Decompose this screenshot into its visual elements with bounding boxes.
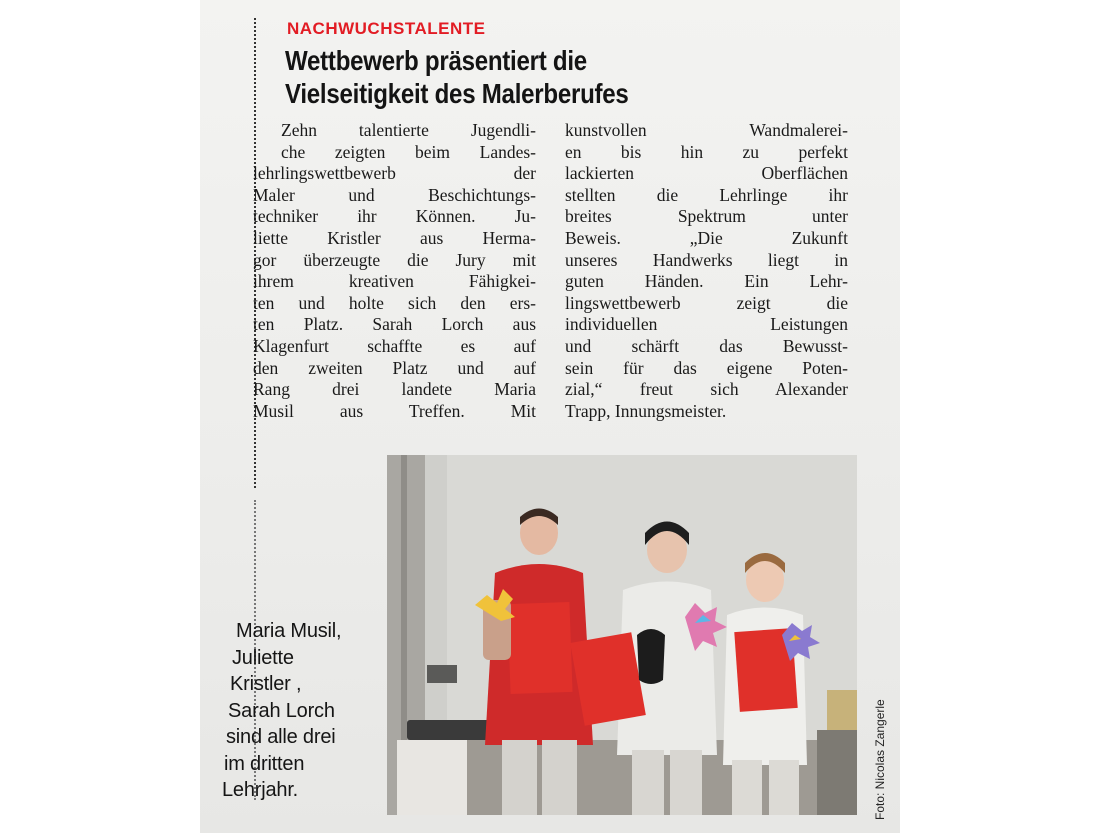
body-line: techniker ihr Können. Ju-: [253, 206, 536, 227]
body-line: che zeigten beim Landes-: [281, 141, 536, 162]
body-line: liette Kristler aus Herma-: [253, 227, 536, 248]
body-line: gor überzeugte die Jury mit: [253, 249, 536, 270]
headline-line: Vielseitigkeit des Malerberufes: [285, 78, 629, 109]
body-line: Zehn talentierte Jugendli-: [281, 120, 536, 140]
body-line: lingswettbewerb zeigt die: [565, 292, 848, 313]
body-line: zial,“ freut sich Alexander: [565, 379, 848, 400]
body-line: Maler und Beschichtungs-: [253, 184, 536, 205]
headline: [285, 44, 767, 110]
caption-line: Maria Musil,: [236, 620, 342, 642]
caption-line: Kristler ,: [230, 673, 302, 695]
body-line: lackierten Oberflächen: [565, 163, 848, 184]
body-line: ten Platz. Sarah Lorch aus: [253, 314, 536, 335]
body-line: den zweiten Platz und auf: [253, 357, 536, 378]
body-line: Rang drei landete Maria: [253, 379, 536, 400]
caption-line: Juliette: [232, 646, 294, 669]
body-line: individuellen Leistungen: [565, 314, 848, 335]
body-line: kunstvollen Wandmalerei-: [565, 120, 848, 140]
body-line: unseres Handwerks liegt in: [565, 249, 848, 270]
photo-caption: [222, 618, 382, 804]
body-line: Klagenfurt schaffte es auf: [253, 335, 536, 356]
body-line: lehrlingswettbewerb der: [253, 163, 536, 184]
body-line: stellten die Lehrlinge ihr: [565, 184, 848, 205]
body-line: breites Spektrum unter: [565, 206, 848, 227]
body-line: Trapp, Innungsmeister.: [565, 400, 727, 421]
body-line: ten und holte sich den ers-: [253, 292, 536, 313]
body-line: und schärft das Bewusst-: [565, 335, 848, 356]
caption-line: sind alle drei: [226, 726, 336, 748]
body-line: guten Händen. Ein Lehr-: [565, 271, 848, 292]
article-column-1: [253, 120, 536, 422]
photo-illustration: [387, 455, 857, 815]
caption-line: Lehrjahr.: [222, 779, 299, 801]
caption-line: Sarah Lorch: [228, 699, 335, 722]
section-kicker: NACHWUCHSTALENTE: [287, 19, 486, 38]
article-photo: [387, 455, 857, 815]
photo-credit: Foto: Nicolas Zangerle: [873, 699, 887, 820]
article-column-2: [565, 120, 848, 422]
body-line: Musil aus Treffen. Mit: [253, 400, 536, 421]
body-line: Beweis. „Die Zukunft: [565, 227, 848, 248]
body-line: sein für das eigene Poten-: [565, 357, 848, 378]
caption-line: im dritten: [224, 752, 305, 775]
body-line: ihrem kreativen Fähigkei-: [253, 271, 536, 292]
headline-line: Wettbewerb präsentiert die: [285, 45, 587, 76]
body-line: en bis hin zu perfekt: [565, 141, 848, 162]
